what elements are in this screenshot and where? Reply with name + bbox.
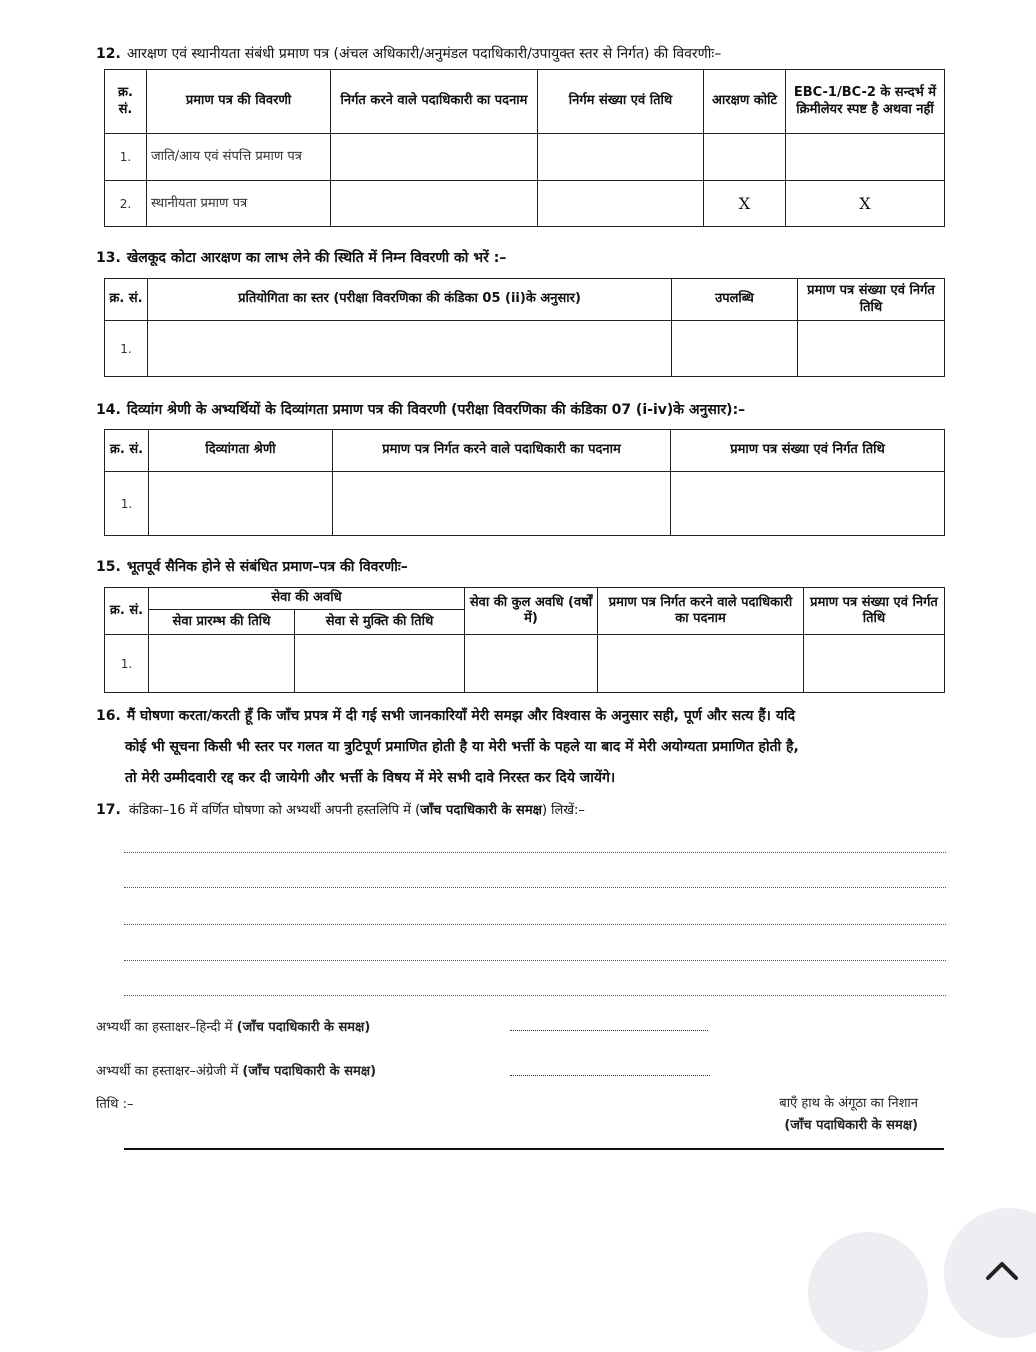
row-serial: 1. bbox=[105, 321, 148, 377]
section-14-title-text: दिव्यांग श्रेणी के अभ्यर्थियों के दिव्यांगता प्रमाण पत्र की विवरणी (परीक्षा विवरणिका की कंडिका 07 (i-iv)के अनुसार):– bbox=[126, 402, 746, 418]
col-serial: क्र. सं. bbox=[105, 430, 149, 472]
achievement-cell[interactable] bbox=[672, 321, 798, 377]
col-creamy-layer: EBC-1/BC-2 के सन्दर्भ में क्रिमीलेयर स्पष्ट है अथवा नहीं bbox=[786, 70, 945, 134]
sports-quota-table bbox=[104, 278, 945, 377]
col-service-start: सेवा प्रारम्भ की तिथि bbox=[149, 610, 295, 635]
col-certificate-number-date: प्रमाण पत्र संख्या एवं निर्गत तिथि bbox=[804, 588, 945, 635]
disability-certificate-table bbox=[104, 429, 945, 536]
section-12-title: 12. आरक्षण एवं स्थानीयता संबंधी प्रमाण पत्र (अंचल अधिकारी/अनुमंडल पदाधिकारी/उपायुक्त स्तर से निर्गत) की विवरणीः– bbox=[96, 46, 722, 62]
handwriting-line-4[interactable] bbox=[124, 960, 946, 961]
english-signature-field[interactable] bbox=[510, 1075, 710, 1076]
col-serial: क्र. सं. bbox=[105, 279, 148, 321]
bottom-rule bbox=[124, 1148, 944, 1150]
disability-category-cell[interactable] bbox=[149, 472, 333, 536]
issue-number-cell[interactable] bbox=[538, 181, 704, 227]
reservation-category-cell: X bbox=[704, 181, 786, 227]
section-14-title: 14. दिव्यांग श्रेणी के अभ्यर्थियों के दिव्यांगता प्रमाण पत्र की विवरणी (परीक्षा विवरणिका की कंडिका 07 (i-iv)के अनुसार):– bbox=[96, 402, 746, 418]
table-row bbox=[105, 134, 945, 181]
col-reservation-category: आरक्षण कोटि bbox=[704, 70, 786, 134]
row-serial: 1. bbox=[105, 635, 149, 693]
issue-number-cell[interactable] bbox=[538, 134, 704, 181]
issuing-officer-cell[interactable] bbox=[598, 635, 804, 693]
certificate-number-cell[interactable] bbox=[671, 472, 945, 536]
english-signature-label: अभ्यर्थी का हस्ताक्षर–अंग्रेजी में (जाँच पदाधिकारी के समक्ष) bbox=[96, 1064, 377, 1079]
competition-level-cell[interactable] bbox=[148, 321, 672, 377]
col-issue-number-date: निर्गम संख्या एवं तिथि bbox=[538, 70, 704, 134]
reservation-certificate-table bbox=[104, 69, 945, 227]
issuing-officer-cell[interactable] bbox=[331, 134, 538, 181]
col-service-period: सेवा की अवधि bbox=[149, 588, 465, 610]
col-certificate-desc: प्रमाण पत्र की विवरणी bbox=[147, 70, 331, 134]
col-serial: क्र. सं. bbox=[105, 70, 147, 134]
date-label: तिथि :– bbox=[96, 1097, 134, 1112]
declaration-line-2: कोई भी सूचना किसी भी स्तर पर गलत या त्रुटिपूर्ण प्रमाणित होती है या मेरी भर्त्ती के पहले या बाद में मेरी अयोग्यता प्रमाणित होती है, bbox=[125, 739, 799, 755]
row-certificate-desc: जाति/आय एवं संपत्ति प्रमाण पत्र bbox=[147, 134, 331, 181]
col-issuing-officer: प्रमाण पत्र निर्गत करने वाले पदाधिकारी का पदनाम bbox=[598, 588, 804, 635]
row-certificate-desc: स्थानीयता प्रमाण पत्र bbox=[147, 181, 331, 227]
chevron-up-icon bbox=[982, 1258, 1022, 1282]
row-serial: 1. bbox=[105, 134, 147, 181]
handwriting-line-2[interactable] bbox=[124, 887, 946, 888]
hindi-signature-field[interactable] bbox=[510, 1030, 708, 1031]
issuing-officer-cell[interactable] bbox=[331, 181, 538, 227]
col-issuing-officer: प्रमाण पत्र निर्गत करने वाले पदाधिकारी का पदनाम bbox=[333, 430, 671, 472]
total-service-cell[interactable] bbox=[465, 635, 598, 693]
ex-serviceman-table bbox=[104, 587, 945, 693]
section-17-title: 17. कंडिका–16 में वर्णित घोषणा को अभ्यर्थी अपनी हस्तलिपि में (जाँच पदाधिकारी के समक्ष) लिखें:– bbox=[96, 802, 585, 818]
col-competition-level: प्रतियोगिता का स्तर (परीक्षा विवरणिका की कंडिका 05 (ii)के अनुसार) bbox=[148, 279, 672, 321]
scroll-up-button[interactable] bbox=[944, 1208, 1036, 1338]
certificate-number-cell[interactable] bbox=[798, 321, 945, 377]
section-12-title-text: आरक्षण एवं स्थानीयता संबंधी प्रमाण पत्र (अंचल अधिकारी/अनुमंडल पदाधिकारी/उपायुक्त स्तर से निर्गत) की विवरणीः– bbox=[126, 46, 722, 62]
declaration-paragraph: 16. मैं घोषणा करता/करती हूँ कि जाँच प्रपत्र में दी गई सभी जानकारियाँ मेरी समझ और विश्वास के अनुसार सही, पूर्ण और सत्य हैं। यदि कोई भी सूचना किसी भी स्तर पर गलत या त्रुटिपूर्ण प्रमाणित होती है या मेरी भर्त्ती के पहले या बाद में मेरी अयोग्यता प्रमाणित होती है, तो मेरी उम्मीदवारी रद्द कर दी जायेगी और भर्त्ती के विषय में मेरे सभी दावे निरस्त कर दिये जायेंगे। bbox=[96, 701, 976, 794]
col-total-service: सेवा की कुल अवधि (वर्षों में) bbox=[465, 588, 598, 635]
creamy-layer-cell[interactable] bbox=[786, 134, 945, 181]
section-15-title-text: भूतपूर्व सैनिक होने से संबंधित प्रमाण–पत्र की विवरणीः– bbox=[126, 559, 408, 575]
section-13-title-text: खेलकूद कोटा आरक्षण का लाभ लेने की स्थिति में निम्न विवरणी को भरें :– bbox=[126, 250, 507, 266]
service-start-cell[interactable] bbox=[149, 635, 295, 693]
table-row bbox=[105, 472, 945, 536]
thumb-impression-label: बाएँ हाथ के अंगूठा का निशान (जाँच पदाधिकारी के समक्ष) bbox=[779, 1096, 918, 1133]
section-13-title: 13. खेलकूद कोटा आरक्षण का लाभ लेने की स्थिति में निम्न विवरणी को भरें :– bbox=[96, 250, 507, 266]
col-certificate-number-date: प्रमाण पत्र संख्या एवं निर्गत तिथि bbox=[671, 430, 945, 472]
reservation-category-cell[interactable] bbox=[704, 134, 786, 181]
section-15-title: 15. भूतपूर्व सैनिक होने से संबंधित प्रमाण–पत्र की विवरणीः– bbox=[96, 559, 408, 575]
col-achievement: उपलब्धि bbox=[672, 279, 798, 321]
declaration-line-3: तो मेरी उम्मीदवारी रद्द कर दी जायेगी और भर्त्ती के विषय में मेरे सभी दावे निरस्त कर दिये जायेंगे। bbox=[125, 770, 616, 786]
table-row bbox=[105, 321, 945, 377]
row-serial: 1. bbox=[105, 472, 149, 536]
row-serial: 2. bbox=[105, 181, 147, 227]
handwriting-line-5[interactable] bbox=[124, 995, 946, 996]
col-certificate-number-date: प्रमाण पत्र संख्या एवं निर्गत तिथि bbox=[798, 279, 945, 321]
service-release-cell[interactable] bbox=[295, 635, 465, 693]
col-disability-category: दिव्यांगता श्रेणी bbox=[149, 430, 333, 472]
hindi-signature-label: अभ्यर्थी का हस्ताक्षर–हिन्दी में (जाँच पदाधिकारी के समक्ष) bbox=[96, 1020, 371, 1035]
col-issuing-officer: निर्गत करने वाले पदाधिकारी का पदनाम bbox=[331, 70, 538, 134]
issuing-officer-cell[interactable] bbox=[333, 472, 671, 536]
overlay-circle bbox=[808, 1232, 928, 1352]
creamy-layer-cell: X bbox=[786, 181, 945, 227]
table-row bbox=[105, 635, 945, 693]
declaration-line-1: मैं घोषणा करता/करती हूँ कि जाँच प्रपत्र में दी गई सभी जानकारियाँ मेरी समझ और विश्वास के अनुसार सही, पूर्ण और सत्य हैं। यदि bbox=[126, 708, 796, 724]
col-serial: क्र. सं. bbox=[105, 588, 149, 635]
handwriting-line-1[interactable] bbox=[124, 852, 946, 853]
handwriting-line-3[interactable] bbox=[124, 924, 946, 925]
col-service-release: सेवा से मुक्ति की तिथि bbox=[295, 610, 465, 635]
table-row bbox=[105, 181, 945, 227]
certificate-number-cell[interactable] bbox=[804, 635, 945, 693]
